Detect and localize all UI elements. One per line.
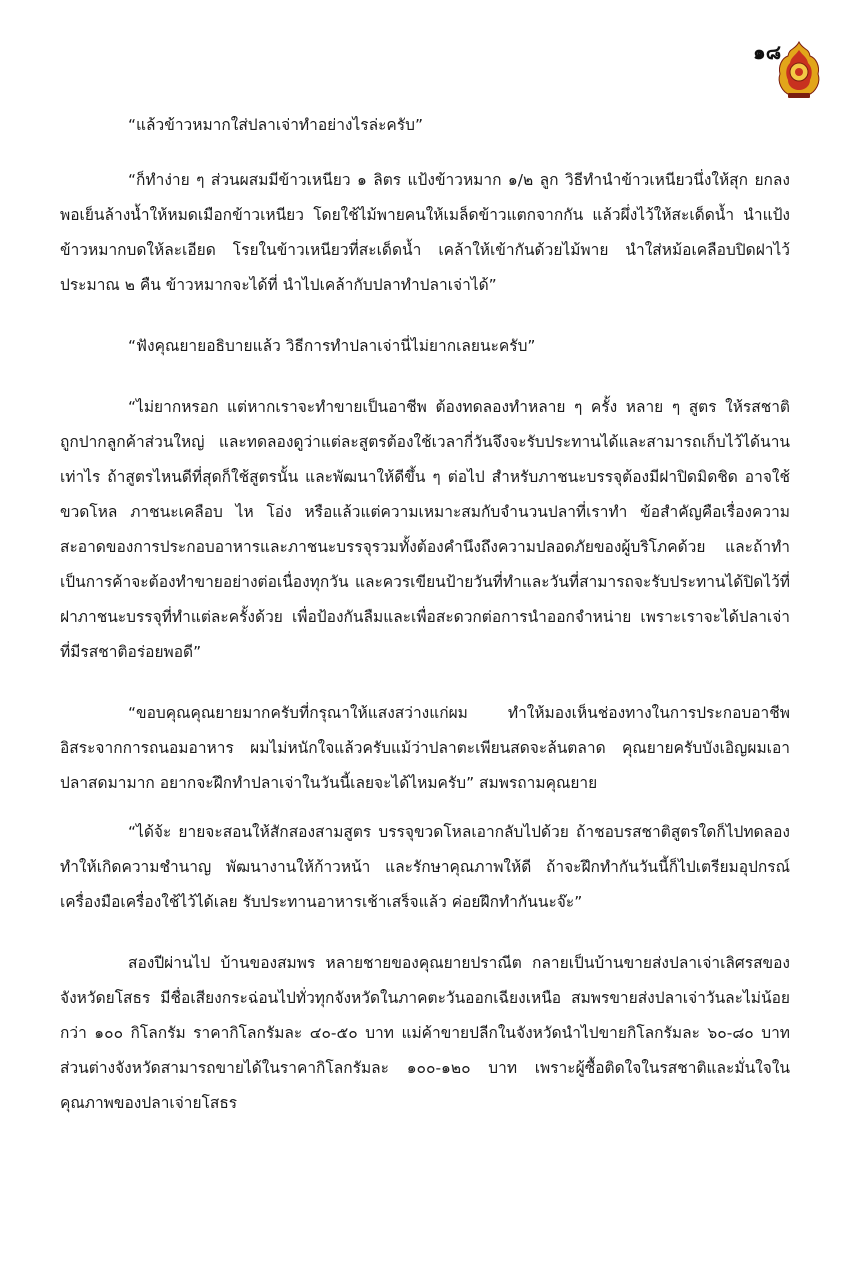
paragraph: “ขอบคุณคุณยายมากครับที่กรุณาให้แสงสว่างแก่ผม ทำให้มองเห็นช่องทางในการประกอบอาชีพอิสระจากการถนอมอาหาร ผมไม่หนักใจแล้วครับแม้ว่าปลาตะเพียนสดจะล้นตลาด คุณยายครับบังเอิญผมเอาปลาสดมามาก อยากจะฝึกทำปลาเจ่าในวันนี้เลยจะได้ไหมครับ” สมพรถามคุณยาย bbox=[60, 704, 790, 792]
paragraph: “ได้จ้ะ ยายจะสอนให้สักสองสามสูตร บรรจุขวดโหลเอากลับไปด้วย ถ้าชอบรสชาติสูตรใดก็ไปทดลองทำให้เกิดความชำนาญ พัฒนางานให้ก้าวหน้า และรักษาคุณภาพให้ดี ถ้าจะฝึกทำกันวันนี้ก็ไปเตรียมอุปกรณ์เครื่องมือเครื่องใช้ไว้ได้เลย รับประทานอาหารเช้าเสร็จแล้ว ค่อยฝึกทำกันนะจ๊ะ” bbox=[60, 823, 790, 911]
document-body bbox=[60, 108, 790, 1121]
paragraph: “ฟังคุณยายอธิบายแล้ว วิธีการทำปลาเจ่านี่ไม่ยากเลยนะครับ” bbox=[128, 337, 536, 355]
paragraph: “ก็ทำง่าย ๆ ส่วนผสมมีข้าวเหนียว ๑ ลิตร แป้งข้าวหมาก ๑/๒ ลูก วิธีทำนำข้าวเหนียวนึ่งให้สุก ยกลง พอเย็นล้างน้ำให้หมดเมือกข้าวเหนียว โดยใช้ไม้พายคนให้เมล็ดข้าวแตกจากกัน แล้วผึ่งไว้ให้สะเด็ดน้ำ นำแป้งข้าวหมากบดให้ละเอียด โรยในข้าวเหนียวที่สะเด็ดน้ำ เคล้าให้เข้ากันด้วยไม้พาย นำใส่หม้อเคลือบปิดฝาไว้ประมาณ ๒ คืน ข้าวหมากจะได้ที่ นำไปเคล้ากับปลาทำปลาเจ่าได้” bbox=[60, 171, 790, 294]
school-seal-emblem-icon bbox=[776, 40, 822, 100]
paragraph: สองปีผ่านไป บ้านของสมพร หลายชายของคุณยายปราณีต กลายเป็นบ้านขายส่งปลาเจ่าเลิศรสของจังหวัดยโสธร มีชื่อเสียงกระฉ่อนไปทั่วทุกจังหวัดในภาคตะวันออกเฉียงเหนือ สมพรขายส่งปลาเจ่าวันละไม่น้อยกว่า ๑๐๐ กิโลกรัม ราคากิโลกรัมละ ๔๐-๕๐ บาท แม่ค้าขายปลีกในจังหวัดนำไปขายกิโลกรัมละ ๖๐-๘๐ บาท ส่วนต่างจังหวัดสามารถขายได้ในราคากิโลกรัมละ ๑๐๐-๑๒๐ บาท เพราะผู้ซื้อติดใจในรสชาติและมั่นใจในคุณภาพของปลาเจ่ายโสธร bbox=[60, 954, 790, 1112]
paragraph: “ไม่ยากหรอก แต่หากเราจะทำขายเป็นอาชีพ ต้องทดลองทำหลาย ๆ ครั้ง หลาย ๆ สูตร ให้รสชาติถูกปากลูกค้าส่วนใหญ่ และทดลองดูว่าแต่ละสูตรต้องใช้เวลากี่วันจึงจะรับประทานได้และสามารถเก็บไว้ได้นานเท่าไร ถ้าสูตรไหนดีที่สุดก็ใช้สูตรนั้น และพัฒนาให้ดีขึ้น ๆ ต่อไป สำหรับภาชนะบรรจุต้องมีฝาปิดมิดชิด อาจใช้ขวดโหล ภาชนะเคลือบ ไห โอ่ง หรือแล้วแต่ความเหมาะสมกับจำนวนปลาที่เราทำ ข้อสำคัญคือเรื่องความสะอาดของการประกอบอาหารและภาชนะบรรจุรวมทั้งต้องคำนึงถึงความปลอดภัยของผู้บริโภคด้วย และถ้าทำเป็นการค้าจะต้องทำขายอย่างต่อเนื่องทุกวัน และควรเขียนป้ายวันที่ทำและวันที่สามารถจะรับประทานได้ปิดไว้ที่ฝาภาชนะบรรจุที่ทำแต่ละครั้งด้วย เพื่อป้องกันลืมและเพื่อสะดวกต่อการนำออกจำหน่าย เพราะเราจะได้ปลาเจ่าที่มีรสชาติอร่อยพอดี” bbox=[60, 398, 790, 661]
paragraph: “แล้วข้าวหมากใส่ปลาเจ่าทำอย่างไรล่ะครับ” bbox=[128, 116, 423, 134]
page-number: ๑๘ bbox=[753, 40, 782, 64]
